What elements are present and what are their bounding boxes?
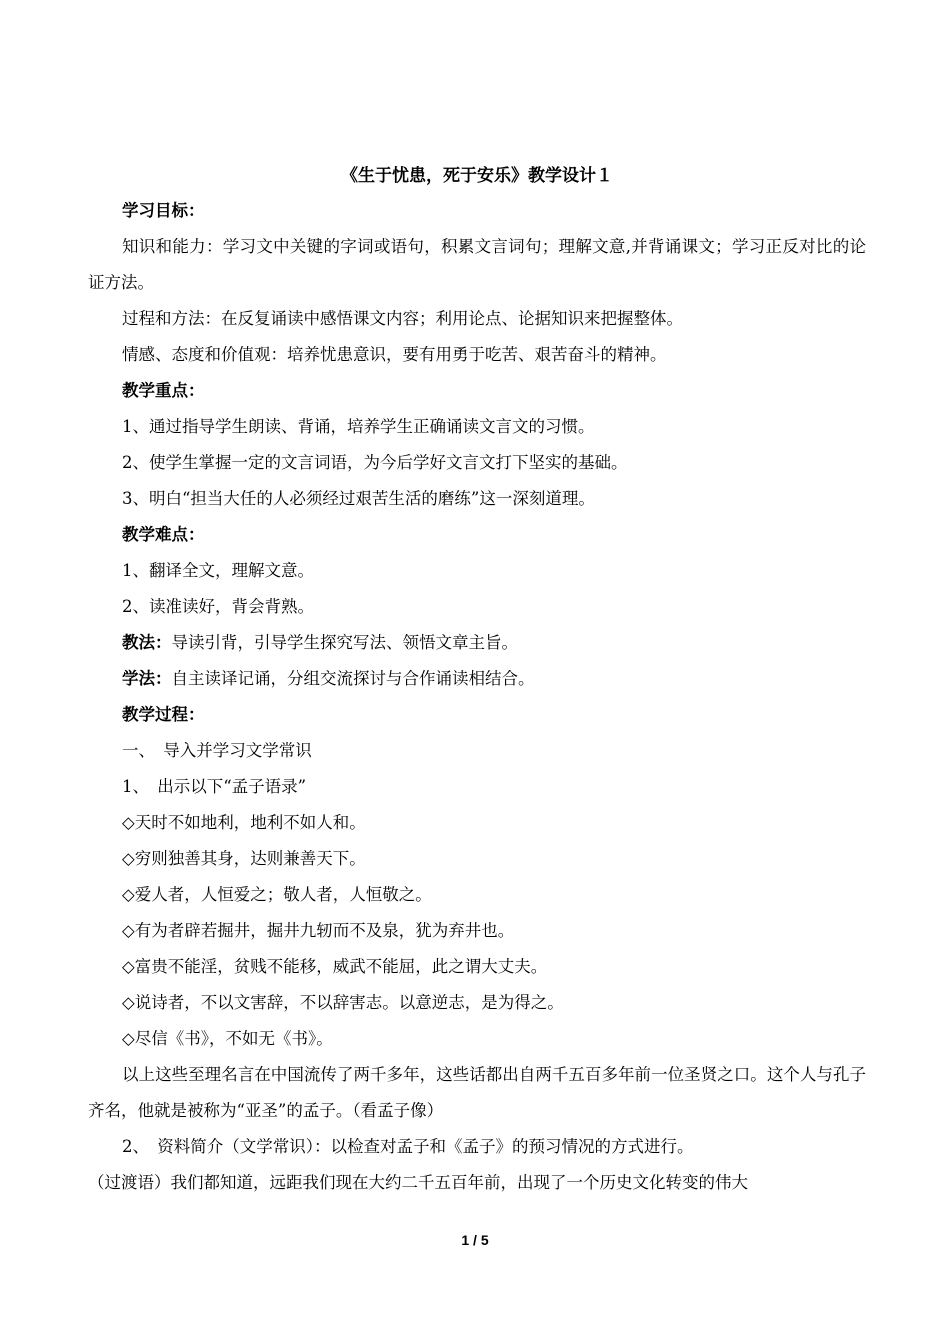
study-method-label: 学法： bbox=[122, 669, 172, 688]
process-step-1: 一、 导入并学习文学常识 bbox=[122, 741, 312, 760]
teaching-method-text: 导读引背，引导学生探究写法、领悟文章主旨。 bbox=[171, 633, 518, 652]
difficult-points-heading: 教学难点： bbox=[122, 525, 205, 544]
key-points-heading: 教学重点： bbox=[122, 381, 205, 400]
mencius-quote: ◇说诗者，不以文害辞，不以辞害志。以意逆志，是为得之。 bbox=[122, 993, 564, 1012]
goal-knowledge: 知识和能力：学习文中关键的字词或语句，积累文言词句；理解文意,并背诵课文；学习正反对比的论证方法。 bbox=[88, 237, 866, 292]
teaching-method bbox=[88, 625, 866, 661]
process-sub-1: 1、 出示以下“孟子语录” bbox=[122, 777, 307, 796]
key-point-3: 3、明白“担当大任的人必须经过艰苦生活的磨练”这一深刻道理。 bbox=[122, 489, 595, 508]
page-number: 1 / 5 bbox=[461, 1232, 489, 1248]
mencius-quote: ◇穷则独善其身，达则兼善天下。 bbox=[122, 849, 366, 868]
key-point-1: 1、通过指导学生朗读、背诵，培养学生正确诵读文言文的习惯。 bbox=[122, 417, 595, 436]
goals-heading: 学习目标： bbox=[122, 201, 205, 220]
difficult-point-2: 2、读准读好，背会背熟。 bbox=[122, 597, 314, 616]
document-body bbox=[88, 159, 866, 1201]
study-method bbox=[88, 661, 866, 697]
mencius-quote: ◇富贵不能淫，贫贱不能移，威武不能屈，此之谓大丈夫。 bbox=[122, 957, 548, 976]
mencius-quote: ◇爱人者，人恒爱之；敬人者，人恒敬之。 bbox=[122, 885, 432, 904]
document-title: 《生于忧患，死于安乐》教学设计１ bbox=[341, 166, 613, 186]
mencius-quote: ◇尽信《书》，不如无《书》。 bbox=[122, 1029, 333, 1048]
difficult-point-1: 1、翻译全文，理解文意。 bbox=[122, 561, 314, 580]
goal-emotion: 情感、态度和价值观：培养忧患意识，要有用勇于吃苦、艰苦奋斗的精神。 bbox=[122, 345, 667, 364]
mencius-quote: ◇天时不如地利，地利不如人和。 bbox=[122, 813, 366, 832]
process-sub-2: 2、 资料简介（文学常识）：以检查对孟子和《孟子》的预习情况的方式进行。 bbox=[122, 1137, 694, 1156]
teaching-method-label: 教法： bbox=[122, 633, 172, 652]
intro-paragraph: 以上这些至理名言在中国流传了两千多年，这些话都出自两千五百多年前一位圣贤之口。这个人与孔子齐名，他就是被称为“亚圣”的孟子。（看孟子像） bbox=[88, 1065, 866, 1120]
process-heading: 教学过程： bbox=[122, 705, 205, 724]
transition-line: （过渡语）我们都知道，远距我们现在大约二千五百年前，出现了一个历史文化转变的伟大 bbox=[88, 1173, 748, 1192]
mencius-quote: ◇有为者辟若掘井，掘井九轫而不及泉，犹为弃井也。 bbox=[122, 921, 515, 940]
study-method-text: 自主读译记诵，分组交流探讨与合作诵读相结合。 bbox=[171, 669, 535, 688]
goal-process: 过程和方法：在反复诵读中感悟课文内容；利用论点、论据知识来把握整体。 bbox=[122, 309, 683, 328]
key-point-2: 2、使学生掌握一定的文言词语，为今后学好文言文打下坚实的基础。 bbox=[122, 453, 628, 472]
